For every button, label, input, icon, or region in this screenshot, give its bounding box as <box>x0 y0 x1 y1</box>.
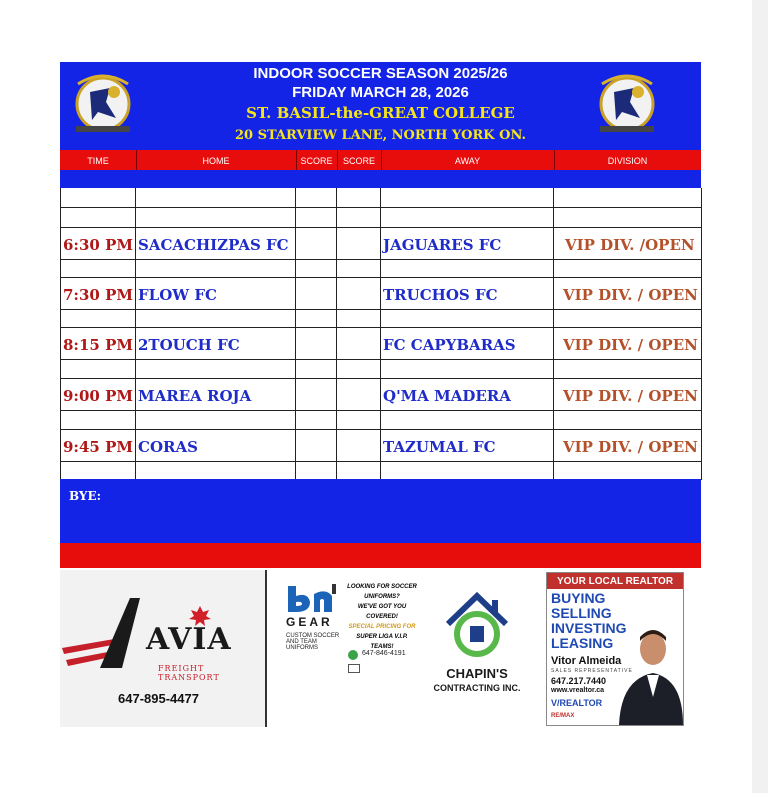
realtor-brand: V/REALTOR <box>551 698 603 708</box>
away-team: Q'MA MADERA <box>383 387 511 405</box>
realtor-title: SALES REPRESENTATIVE <box>551 668 633 674</box>
avia-name: AVIA <box>146 622 232 657</box>
bn-logo-icon <box>286 584 338 614</box>
bn-brand: GEAR <box>286 615 333 629</box>
realtor-phone: 647.217.7440 <box>551 676 607 686</box>
table-row-empty <box>60 310 702 328</box>
avia-phone: 647-895-4477 <box>118 691 199 706</box>
bye-label: BYE: <box>69 489 102 503</box>
realtor-website: www.vrealtor.ca <box>551 687 605 694</box>
column-header-score-home: SCORE <box>296 150 338 170</box>
bn-promo-line6: TEAMS! <box>370 644 394 650</box>
division-label: VIP DIV. / OPEN <box>563 336 698 354</box>
home-team: MAREA ROJA <box>138 387 252 405</box>
venue-address: 20 STARVIEW LANE, NORTH YORK ON. <box>234 128 527 143</box>
home-team: SACACHIZPAS FC <box>138 236 289 254</box>
table-row <box>60 430 702 462</box>
bn-phone: 647-846-4191 <box>362 650 406 657</box>
bye-band <box>60 479 701 513</box>
realtor-word-buying: BUYING <box>551 590 606 606</box>
realtor-photo <box>609 627 683 725</box>
away-team: TAZUMAL FC <box>383 438 496 456</box>
table-row-empty <box>60 360 702 379</box>
bn-tagline: CUSTOM SOCCER AND TEAM UNIFORMS <box>286 633 340 651</box>
sponsor-avia <box>60 570 267 727</box>
bn-promo-line3: WE'VE GOT YOU COVERED! <box>357 604 407 620</box>
realtor-banner: YOUR LOCAL REALTOR <box>547 573 683 589</box>
realtor-name: Vitor Almeida <box>551 655 622 667</box>
column-header-score-away: SCORE <box>337 150 382 170</box>
table-row <box>60 379 702 411</box>
sponsor-chapins <box>422 590 532 710</box>
whatsapp-icon <box>348 650 358 660</box>
email-icon <box>348 664 360 673</box>
game-time: 8:15 PM <box>63 336 133 354</box>
bn-promo-line5: SUPER LIGA V.I.P. <box>356 634 408 640</box>
realtor-word-investing: INVESTING <box>551 620 627 636</box>
footer-blue-band <box>60 513 701 543</box>
home-team: FLOW FC <box>138 286 217 304</box>
game-time: 9:45 PM <box>63 438 133 456</box>
away-team: JAGUARES FC <box>383 236 502 254</box>
division-label: VIP DIV. /OPEN <box>565 236 695 254</box>
bn-promo-line1: LOOKING FOR SOCCER <box>347 584 417 590</box>
division-label: VIP DIV. / OPEN <box>563 286 698 304</box>
table-row <box>60 278 702 310</box>
game-time: 6:30 PM <box>63 236 133 254</box>
away-team: FC CAPYBARAS <box>383 336 516 354</box>
column-header-home: HOME <box>136 150 297 170</box>
division-label: VIP DIV. / OPEN <box>563 387 698 405</box>
table-row-empty <box>60 188 702 208</box>
sponsor-realtor <box>546 572 684 726</box>
realtor-word-leasing: LEASING <box>551 635 614 651</box>
realtor-word-selling: SELLING <box>551 605 612 621</box>
column-header-row <box>60 150 701 170</box>
house-fist-logo-icon <box>444 590 510 660</box>
table-row <box>60 228 702 260</box>
table-row-empty <box>60 462 702 480</box>
table-row-empty <box>60 260 702 278</box>
chapin-subtitle: CONTRACTING INC. <box>433 683 521 693</box>
season-title: INDOOR SOCCER SEASON 2025/26 <box>253 65 508 82</box>
away-team: TRUCHOS FC <box>383 286 498 304</box>
column-header-time: TIME <box>60 150 137 170</box>
header-spacer-band <box>60 170 701 188</box>
home-team: 2TOUCH FC <box>138 336 240 354</box>
bn-promo-line4: SPECIAL PRICING FOR <box>348 624 416 630</box>
column-header-away: AWAY <box>381 150 555 170</box>
chapin-name: CHAPIN'S <box>446 666 508 681</box>
bn-promo-line2: UNIFORMS? <box>364 594 400 600</box>
table-row-empty <box>60 411 702 430</box>
home-team: CORAS <box>138 438 198 456</box>
remax-logo: RE/MAX <box>551 713 575 719</box>
sponsor-area <box>60 570 701 732</box>
division-label: VIP DIV. / OPEN <box>563 438 698 456</box>
event-date: FRIDAY MARCH 28, 2026 <box>292 84 469 101</box>
footer-red-band <box>60 543 701 568</box>
schedule-sheet <box>60 62 701 732</box>
table-row <box>60 328 702 360</box>
page-scroll-strip <box>752 0 768 793</box>
avia-subtitle: FREIGHT TRANSPORT <box>158 664 220 682</box>
sponsor-bn-gear <box>282 578 422 676</box>
schedule-header <box>60 62 701 150</box>
column-header-division: DIVISION <box>607 156 648 166</box>
game-time: 7:30 PM <box>63 286 133 304</box>
table-row-empty <box>60 208 702 228</box>
venue-name: ST. BASIL-the-GREAT COLLEGE <box>246 104 515 122</box>
game-time: 9:00 PM <box>63 387 133 405</box>
